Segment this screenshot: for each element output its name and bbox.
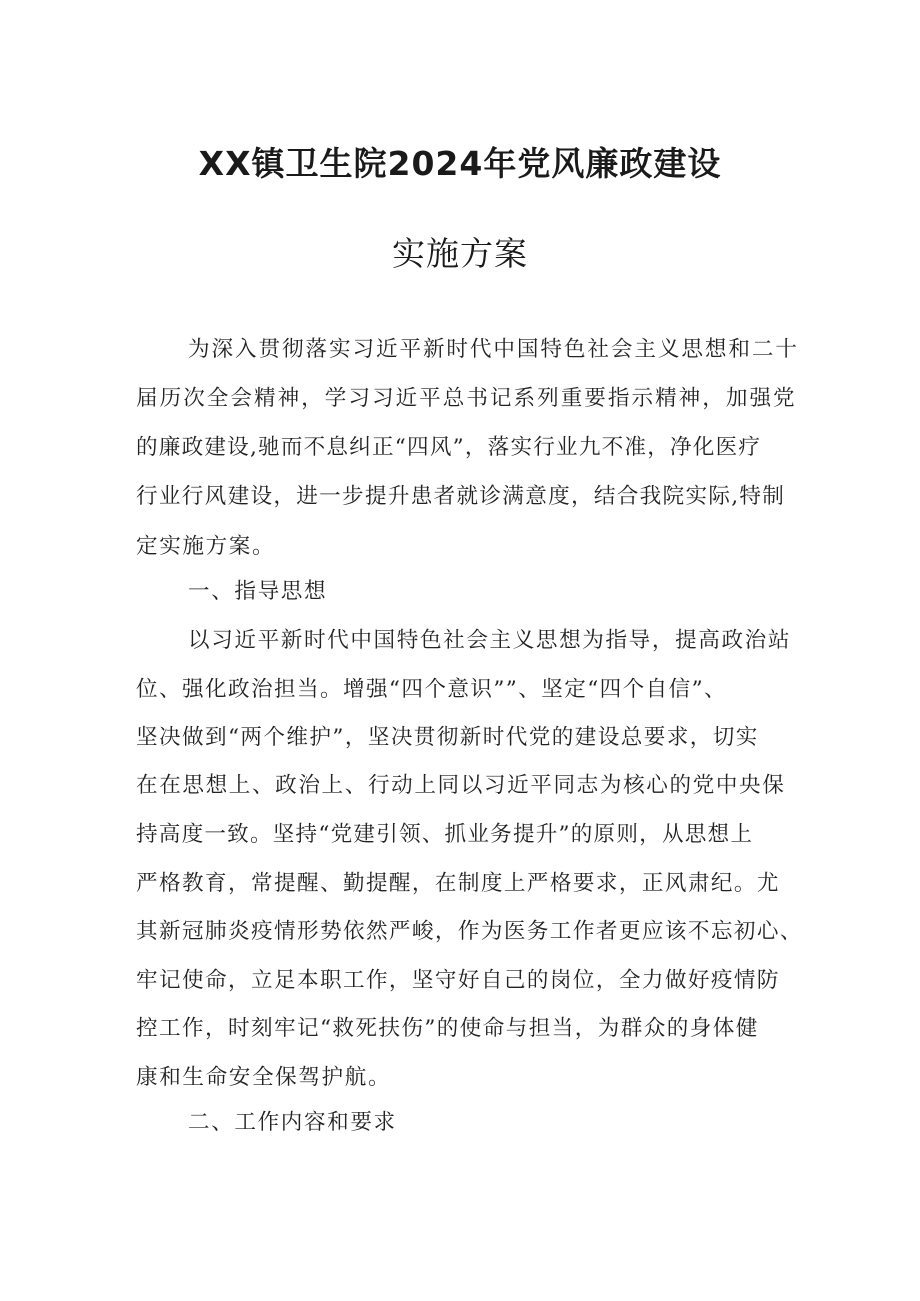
paragraph-guiding-line-3: 坚决做到“两个维护”，坚决贯彻新时代党的建设总要求，切实 [136, 725, 759, 750]
paragraph-intro-line-2: 届历次全会精神，学习习近平总书记系列重要指示精神，加强党 [136, 386, 797, 411]
paragraph-intro-line-3: 的廉政建设,驰而不息纠正“四风”，落实行业九不准，净化医疗 [136, 435, 762, 460]
paragraph-intro-line-4: 行业行风建设，进一步提升患者就诊满意度，结合我院实际,特制 [136, 484, 786, 509]
paragraph-guiding-line-10: 康和生命安全保驾护航。 [136, 1065, 392, 1090]
document-title-line-1: XX镇卫生院2024年党风廉政建设 [198, 144, 722, 183]
document-title-line-2: 实施方案 [392, 234, 528, 273]
paragraph-guiding-line-5: 持高度一致。坚持“党建引领、抓业务提升”的原则，从思想上 [136, 822, 754, 847]
section-heading-2: 二、工作内容和要求 [188, 1110, 397, 1135]
paragraph-guiding-line-7: 其新冠肺炎疫情形势依然严峻，作为医务工作者更应该不忘初心、 [136, 919, 803, 944]
paragraph-intro-line-1: 为深入贯彻落实习近平新时代中国特色社会主义思想和二十 [188, 337, 799, 362]
section-heading-1: 一、指导思想 [188, 579, 328, 604]
paragraph-guiding-line-4: 在在思想上、政治上、行动上同以习近平同志为核心的党中央保 [136, 773, 786, 798]
paragraph-guiding-line-9: 控工作，时刻牢记“救死扶伤”的使命与担当，为群众的身体健 [136, 1016, 759, 1041]
paragraph-guiding-line-2: 位、强化政治担当。增强“四个意识””、坚定“四个自信”、 [136, 677, 728, 702]
paragraph-intro-line-5: 定实施方案。 [136, 534, 276, 559]
paragraph-guiding-line-1: 以习近平新时代中国特色社会主义思想为指导，提高政治站 [188, 628, 792, 653]
paragraph-guiding-line-6: 严格教育，常提醒、勤提醒，在制度上严格要求，正风肃纪。尤 [136, 871, 780, 896]
paragraph-guiding-line-8: 牢记使命，立足本职工作，坚守好自己的岗位，全力做好疫情防 [136, 968, 780, 993]
